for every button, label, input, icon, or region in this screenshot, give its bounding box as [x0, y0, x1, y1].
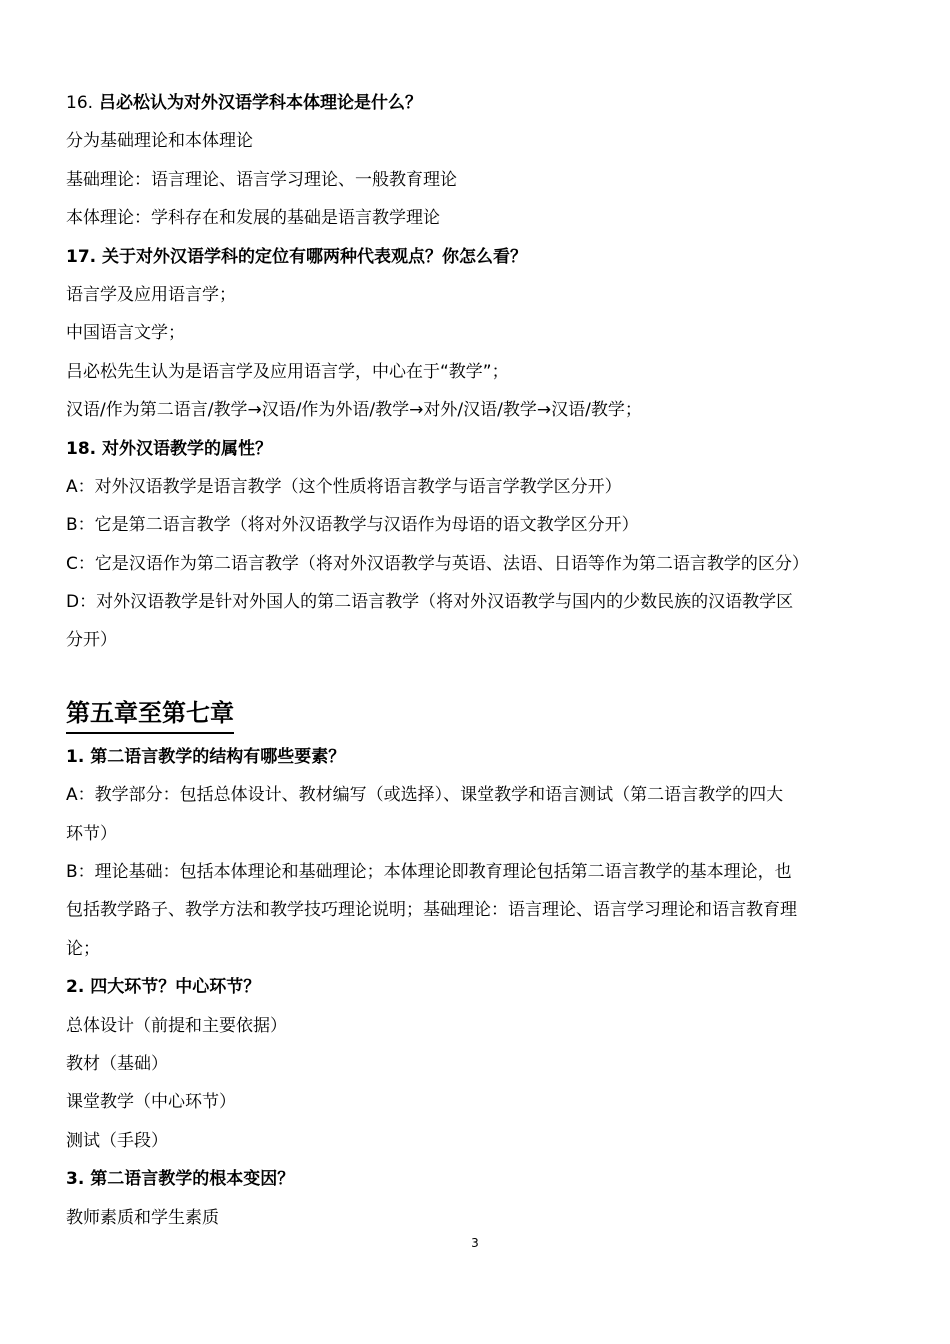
answer-line: 总体设计（前提和主要依据）: [66, 1015, 287, 1036]
question-18: 18. 对外汉语教学的属性？: [66, 438, 273, 459]
answer-line: 分开）: [66, 630, 117, 651]
answer-line: 本体理论：学科存在和发展的基础是语言教学理论: [66, 208, 440, 229]
answer-line: 环节）: [66, 823, 117, 844]
chapter-question-2: 2. 四大环节？中心环节？: [66, 977, 261, 998]
answer-line: 基础理论：语言理论、语言学习理论、一般教育理论: [66, 169, 457, 190]
answer-line: 教材（基础）: [66, 1053, 168, 1074]
answer-line: B：它是第二语言教学（将对外汉语教学与汉语作为母语的语文教学区分开）: [66, 515, 639, 536]
answer-line: D：对外汉语教学是针对外国人的第二语言教学（将对外汉语教学与国内的少数民族的汉语教学区: [66, 592, 794, 613]
answer-line: B：理论基础：包括本体理论和基础理论；本体理论即教育理论包括第二语言教学的基本理论，也: [66, 862, 792, 883]
answer-line: 包括教学路子、教学方法和教学技巧理论说明；基础理论：语言理论、语言学习理论和语言教育理: [66, 900, 797, 921]
chapter-question-3: 3. 第二语言教学的根本变因？: [66, 1169, 295, 1190]
answer-line: A：教学部分：包括总体设计、教材编写（或选择）、课堂教学和语言测试（第二语言教学的四大: [66, 785, 784, 806]
answer-line: 语言学及应用语言学；: [66, 284, 236, 305]
answer-line: 汉语/作为第二语言/教学→汉语/作为外语/教学→对外/汉语/教学→汉语/教学；: [66, 400, 642, 421]
question-16: 16. 吕必松认为对外汉语学科本体理论是什么？: [66, 93, 422, 113]
answer-line: 论；: [66, 938, 100, 959]
question-17: 17. 关于对外汉语学科的定位有哪两种代表观点？你怎么看？: [66, 246, 528, 267]
answer-line: C：它是汉语作为第二语言教学（将对外汉语教学与英语、法语、日语等作为第二语言教学的区分）: [66, 553, 809, 574]
chapter-heading: 第五章至第七章: [66, 696, 234, 734]
answer-line: 分为基础理论和本体理论: [66, 131, 253, 152]
answer-line: 课堂教学（中心环节）: [66, 1092, 236, 1113]
page-number: 3: [471, 1236, 479, 1250]
chapter-question-1: 1. 第二语言教学的结构有哪些要素？: [66, 746, 346, 767]
answer-line: A：对外汉语教学是语言教学（这个性质将语言教学与语言学教学区分开）: [66, 476, 622, 497]
answer-line: 测试（手段）: [66, 1130, 168, 1151]
answer-line: 吕必松先生认为是语言学及应用语言学，中心在于“教学”；: [66, 361, 509, 382]
document-page: [66, 84, 886, 1237]
answer-line: 中国语言文学；: [66, 323, 185, 344]
answer-line: 教师素质和学生素质: [66, 1207, 219, 1228]
